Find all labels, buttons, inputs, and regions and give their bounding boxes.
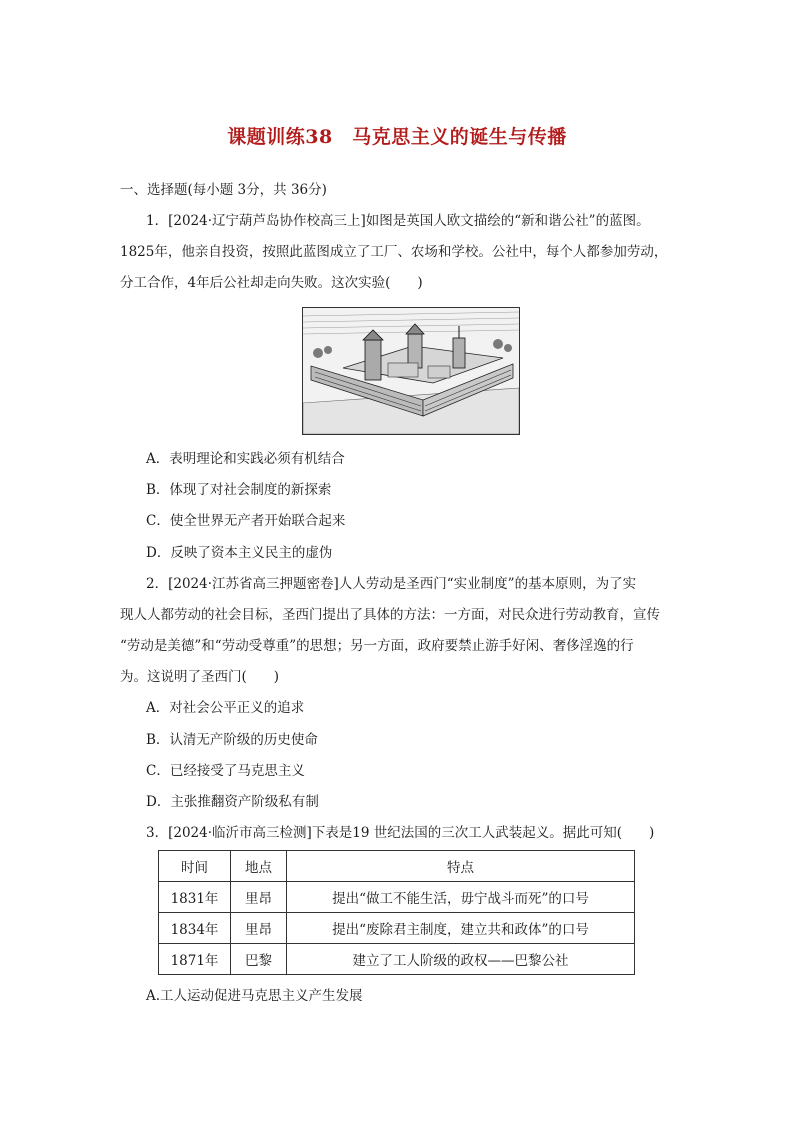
header-feature: 特点 bbox=[287, 851, 635, 882]
q1-option-d: D．反映了资本主义民主的虚伪 bbox=[146, 545, 333, 561]
q1-stem-line-3: 分工合作，4年后公社却走向失败。这次实验( ) bbox=[120, 275, 423, 291]
cell-time: 1834年 bbox=[159, 913, 231, 944]
q1-stem-line-1: 1．[2024·辽宁葫芦岛协作校高三上]如图是英国人欧文描绘的“新和谐公社”的蓝图。 bbox=[146, 213, 650, 229]
cell-time: 1871年 bbox=[159, 944, 231, 975]
q1-option-c: C．使全世界无产者开始联合起来 bbox=[146, 513, 346, 529]
cell-time: 1831年 bbox=[159, 882, 231, 913]
q2-stem-line-1: 2．[2024·江苏省高三押题密卷]人人劳动是圣西门“实业制度”的基本原则，为了实 bbox=[146, 576, 637, 592]
cell-place: 里昂 bbox=[231, 882, 287, 913]
cell-feature: 建立了工人阶级的政权——巴黎公社 bbox=[287, 944, 635, 975]
table-row bbox=[159, 913, 635, 944]
uprisings-table bbox=[158, 850, 635, 975]
q2-stem-line-3: “劳动是美德”和“劳动受尊重”的思想；另一方面，政府要禁止游手好闲、奢侈淫逸的行 bbox=[120, 638, 634, 654]
blueprint-illustration bbox=[303, 308, 519, 434]
page-title: 课题训练38 马克思主义的诞生与传播 bbox=[227, 126, 567, 148]
header-time: 时间 bbox=[159, 851, 231, 882]
q1-stem-line-2: 1825年，他亲自投资，按照此蓝图成立了工厂、农场和学校。公社中，每个人都参加劳动， bbox=[120, 244, 668, 260]
q2-stem-line-2: 现人人都劳动的社会目标，圣西门提出了具体的方法：一方面，对民众进行劳动教育，宣传 bbox=[120, 607, 660, 623]
q2-option-a: A．对社会公平正义的追求 bbox=[146, 700, 305, 716]
q2-option-d: D．主张推翻资产阶级私有制 bbox=[146, 794, 319, 810]
cell-feature: 提出“做工不能生活，毋宁战斗而死”的口号 bbox=[287, 882, 635, 913]
table-row bbox=[159, 944, 635, 975]
q2-option-b: B．认清无产阶级的历史使命 bbox=[146, 732, 318, 748]
q3-option-a: A.工人运动促进马克思主义产生发展 bbox=[146, 988, 363, 1004]
q3-stem: 3．[2024·临沂市高三检测]下表是19 世纪法国的三次工人武装起义。据此可知( ) bbox=[146, 825, 655, 841]
table-header-row bbox=[159, 851, 635, 882]
table-row bbox=[159, 882, 635, 913]
header-place: 地点 bbox=[231, 851, 287, 882]
cell-place: 巴黎 bbox=[231, 944, 287, 975]
q1-option-a: A．表明理论和实践必须有机结合 bbox=[146, 451, 345, 467]
section-heading: 一、选择题(每小题 3分，共 36分) bbox=[120, 182, 327, 198]
q2-option-c: C．已经接受了马克思主义 bbox=[146, 763, 305, 779]
new-harmony-blueprint-image bbox=[302, 307, 520, 435]
cell-feature: 提出“废除君主制度，建立共和政体”的口号 bbox=[287, 913, 635, 944]
cell-place: 里昂 bbox=[231, 913, 287, 944]
q1-option-b: B．体现了对社会制度的新探索 bbox=[146, 482, 332, 498]
q2-stem-line-4: 为。这说明了圣西门( ) bbox=[120, 669, 280, 685]
